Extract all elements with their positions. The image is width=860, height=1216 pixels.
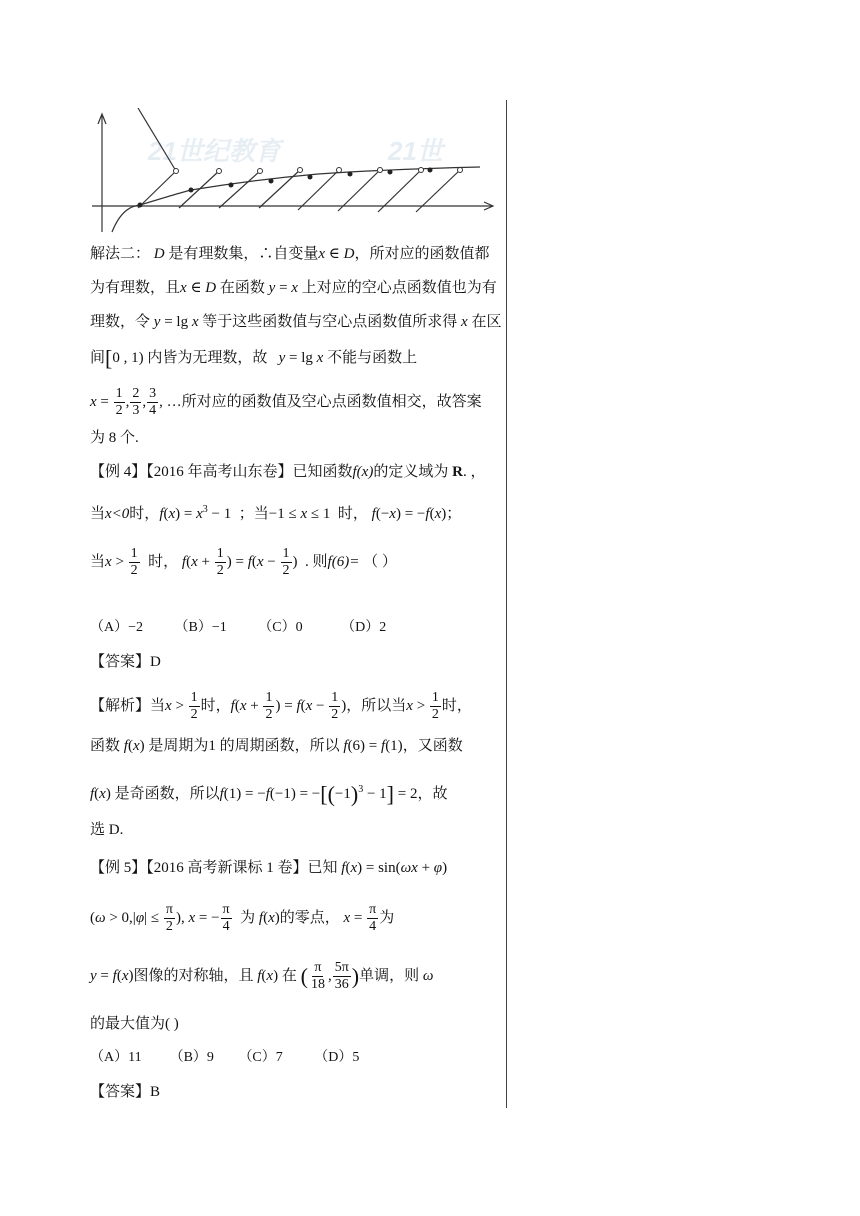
example-5-heading: 【例 5】【2016 高考新课标 1 卷】已知 f(x) = sin(ωx + φ) — [90, 860, 448, 876]
sol2-text: 上对应的空心点函数值也为有 — [301, 280, 497, 296]
ex5-text: 在 — [281, 967, 297, 984]
ex4-R: R — [452, 464, 463, 480]
graph-figure — [88, 108, 500, 234]
ex4-analysis-text: ，又函数 — [402, 738, 463, 754]
ex4-analysis-text: ，故 — [417, 786, 448, 802]
example-5-line-3: y = f(x)图像的对称轴，且 f(x) 在 ( $\frac{\pi}{18}$ , $\frac{5\pi}{36}$ )单调，则 ω — [90, 960, 434, 992]
ex4-analysis-text: 1 — [208, 738, 216, 754]
ex4-text: 当 — [90, 506, 106, 522]
sol2-text: 为有理数，且 — [90, 280, 181, 296]
ex4-text: 时， — [148, 553, 179, 570]
ex5-option-a: （A）11 — [90, 1050, 142, 1065]
sol2-text: 等于这些函数值与空心点函数值所求得 — [202, 314, 458, 330]
ex4-analysis-text: 时， — [200, 697, 231, 714]
ex4-text: . 则 — [305, 553, 328, 570]
ex4-text: 的定义域为 — [373, 464, 449, 480]
ex4-option-a: （A）−2 — [90, 620, 144, 635]
sol2-text: 在函数 — [219, 280, 265, 296]
sol2-text: …所对应的函数值及空心点函数值相交，故答案 — [166, 393, 482, 410]
example-4-analysis-2: 函数 f(x) 是周期为1 的周期函数，所以 f(6) = f(1)，又函数 — [90, 738, 463, 754]
ex4-analysis-text: 是周期为 — [148, 738, 209, 754]
ex4-analysis-text: 时， — [441, 697, 472, 714]
sol2-text: ，所对应的函数值都 — [354, 246, 490, 262]
ex4-text: ；当 — [238, 506, 269, 522]
ex4-option-d: （D）2 — [341, 620, 387, 635]
example-5-line-4: 的最大值为( ) — [90, 1016, 179, 1032]
ex4-text: ； — [446, 506, 462, 522]
ex4-text: 时， — [337, 506, 368, 522]
example-4-options — [90, 618, 386, 638]
ex4-head: 【例 4】【2016 年高考山东卷】已知函数 — [90, 464, 353, 480]
watermark — [147, 136, 447, 166]
sol2-text: 理数，令 — [90, 314, 151, 330]
sol2-text: 是有理数集，∴自变量 — [168, 246, 319, 262]
sol2-text: 在区 — [471, 314, 502, 330]
example-4-answer: 【答案】D — [90, 654, 161, 670]
example-4-analysis-1: 【解析】当x > $\frac{1}{2}$ 时，f(x + $\frac{1}{2}$ ) = f(x − $\frac{1}{2}$ )，所以当x > $\frac{1}{2}$ 时， — [90, 690, 472, 722]
ex4-option-b: （B）−1 — [174, 620, 227, 635]
log-curve — [112, 167, 480, 232]
example-4-analysis-3: f(x) 是奇函数，所以$f(1) = -f(-1) = -[(-1)^3 - 1] = 2$，故 — [90, 781, 448, 807]
sol2-line-6: 为 8 个. — [90, 430, 139, 446]
sol2-text: 间 — [90, 350, 106, 366]
sol2-line-1: 解法二： D 是有理数集，∴自变量x ∈ D，所对应的函数值都 — [90, 246, 490, 262]
ex4-cond: x<0 — [105, 506, 130, 522]
ex4-analysis-text: 函数 — [90, 738, 121, 754]
column-divider — [506, 100, 507, 1108]
watermark-text-2: 21世 — [388, 136, 443, 166]
ex4-blank: （ ） — [363, 553, 397, 570]
ex4-option-c: （C）0 — [258, 620, 303, 635]
example-4-line-3: 当x > $\frac{1}{2}$ 时， f(x + $\frac{1}{2}$ ) = f(x − $\frac{1}{2}$ ) . 则f(6)= （ ） — [90, 546, 397, 578]
sol2-line-4: 间[0 , 1) 内皆为无理数，故 y = lg x 不能与函数上 — [90, 345, 418, 371]
sol2-line-5: x = $\frac{1}{2}$ , $\frac{2}{3}$ , $\frac{3}{4}$ , …所对应的函数值及空心点函数值相交，故答案 — [90, 386, 482, 418]
ex5-head: 【例 5】【2016 高考新课标 1 卷】已知 — [90, 860, 338, 876]
example-4-analysis-4: 选 D. — [90, 822, 124, 838]
example-4-heading — [90, 462, 485, 482]
sol2-text: 不能与函数上 — [327, 350, 418, 366]
ex5-option-d: （D）5 — [314, 1050, 360, 1065]
ex5-text: 单调，则 — [359, 967, 420, 984]
ex4-text: . ， — [462, 464, 486, 480]
ex4-fx: f(x) — [352, 464, 374, 480]
ex4-text: 当 — [90, 553, 106, 570]
sol2-line-3: 理数，令 y = lg x 等于这些函数值与空心点函数值所求得 x 在区 — [90, 314, 502, 330]
ex5-option-b: （B）9 — [169, 1050, 214, 1065]
ex4-analysis-text: 的周期函数，所以 — [219, 738, 340, 754]
example-5-answer: 【答案】B — [90, 1084, 161, 1100]
ex4-f6: f(6)= — [327, 553, 360, 570]
ex5-option-c: （C）7 — [238, 1050, 283, 1065]
ex5-text: 为 — [240, 909, 256, 926]
example-4-line-2: 当x<0时，$f(x) = x^3 - 1$ ；当−1 ≤ x ≤ 1 时， f(−x) = −f(x)； — [90, 504, 462, 522]
ex5-text: 图像的对称轴，且 — [133, 967, 254, 984]
ex4-analysis-text: 【解析】当 — [90, 697, 166, 714]
sol2-line-2: 为有理数，且x ∈ D 在函数 y = x 上对应的空心点函数值也为有 — [90, 280, 497, 296]
example-5-options — [90, 1048, 359, 1068]
ex4-analysis-text: 是奇函数，所以 — [114, 786, 220, 802]
ex4-analysis-text: ，所以当 — [346, 697, 407, 714]
sol2-text: 内皆为无理数，故 — [147, 350, 268, 366]
example-5-line-2: (ω > 0,|φ| ≤ $\frac{\pi}{2}$ ), x = − $\frac{\pi}{4}$ 为 f(x)的零点， x = $\frac{\pi}{4}$ 为 — [90, 902, 395, 934]
ex5-text: 为 — [379, 909, 395, 926]
ex5-text: 的零点， — [279, 909, 340, 926]
sol2-label: 解法二： — [90, 246, 151, 262]
watermark-text-1: 21世纪教育 — [148, 136, 281, 166]
ex4-text: 时， — [129, 506, 160, 522]
